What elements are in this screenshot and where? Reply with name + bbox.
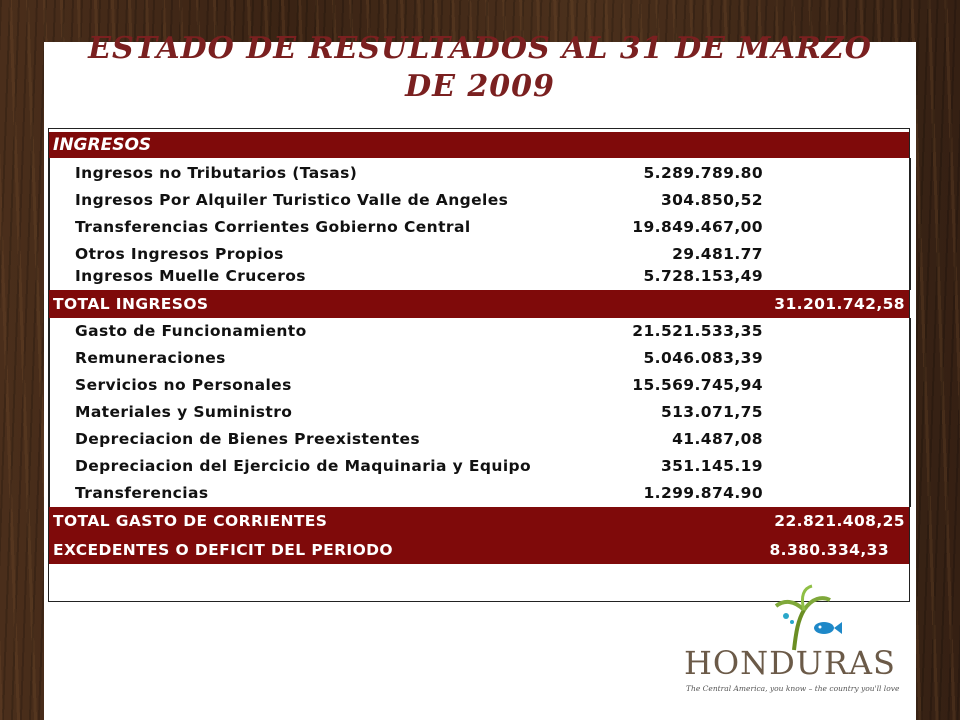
palm-fish-icon — [724, 582, 844, 652]
row-label: Otros Ingresos Propios — [75, 245, 284, 263]
honduras-logo — [684, 582, 900, 702]
row-label: Ingresos no Tributarios (Tasas) — [75, 164, 358, 182]
row-label: Ingresos Por Alquiler Turistico Valle de Angeles — [75, 191, 509, 209]
row-value: 21.521.533,35 — [632, 322, 763, 340]
table-row — [49, 426, 909, 453]
table-row — [49, 480, 909, 507]
row-value: 351.145.19 — [660, 457, 763, 475]
total-ingresos-row — [49, 290, 909, 318]
title-line-1: ESTADO DE RESULTADOS AL 31 DE MARZO — [88, 31, 872, 66]
table-row — [49, 160, 909, 187]
row-label: Servicios no Personales — [75, 376, 292, 394]
row-label: Transferencias Corrientes Gobierno Central — [75, 218, 471, 236]
ingresos-header-row — [49, 132, 909, 158]
total-gasto-row — [49, 507, 909, 536]
row-value: 5.289.789.80 — [643, 164, 763, 182]
row-value: 29.481.77 — [672, 245, 763, 263]
row-value: 41.487,08 — [672, 430, 763, 448]
row-label: Gasto de Funcionamiento — [75, 322, 307, 340]
row-label: Transferencias — [75, 484, 209, 502]
logo-word: HONDURAS — [684, 644, 896, 682]
table-row — [49, 263, 909, 290]
excedentes-row — [49, 536, 909, 564]
total-ingresos-value: 31.201.742,58 — [774, 295, 905, 313]
row-value: 304.850,52 — [660, 191, 763, 209]
row-label: Ingresos Muelle Cruceros — [75, 267, 306, 285]
row-value: 5.046.083,39 — [643, 349, 763, 367]
row-label: Remuneraciones — [75, 349, 226, 367]
row-value: 5.728.153,49 — [643, 267, 763, 285]
excedentes-label: EXCEDENTES O DEFICIT DEL PERIODO — [53, 541, 393, 559]
row-label: Depreciacion de Bienes Preexistentes — [75, 430, 421, 448]
row-label: Depreciacion del Ejercicio de Maquinaria y Equipo — [75, 457, 532, 475]
row-label: Materiales y Suministro — [75, 403, 293, 421]
table-row — [49, 318, 909, 345]
ingresos-header: INGRESOS — [53, 135, 152, 155]
slide — [44, 31, 916, 720]
table-row — [49, 214, 909, 241]
page-title — [44, 31, 916, 106]
logo-tagline: The Central America, you know – the country you'll love — [686, 684, 900, 693]
table-row — [49, 399, 909, 426]
table-row — [49, 372, 909, 399]
table-row — [49, 187, 909, 214]
table-row — [49, 453, 909, 480]
title-line-2: DE 2009 — [405, 69, 555, 104]
excedentes-value: 8.380.334,33 — [769, 541, 889, 559]
row-value: 1.299.874.90 — [643, 484, 763, 502]
income-statement-table — [48, 128, 910, 602]
table-row — [49, 345, 909, 372]
row-value: 513.071,75 — [660, 403, 763, 421]
total-gasto-value: 22.821.408,25 — [774, 512, 905, 530]
total-ingresos-label: TOTAL INGRESOS — [53, 295, 209, 313]
total-gasto-label: TOTAL GASTO DE CORRIENTES — [53, 512, 328, 530]
row-value: 19.849.467,00 — [632, 218, 763, 236]
row-value: 15.569.745,94 — [632, 376, 763, 394]
